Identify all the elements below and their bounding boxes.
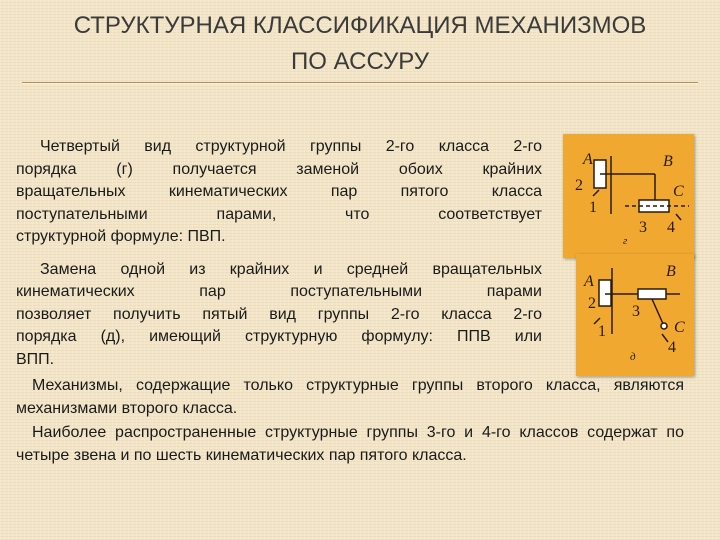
figure-g-label-c: C <box>673 183 684 200</box>
figure-g-label-a: A <box>583 151 593 168</box>
figure-d-joint-c <box>661 323 667 329</box>
paragraph-3: Механизмы, содержащие только структурные группы второго класса, являются механизмами второго класса. <box>16 377 684 417</box>
figure-g-label-3: 3 <box>639 219 647 236</box>
paragraph-2-line-4: порядка (д), имеющий структурную формулу: ППВ или <box>16 328 542 345</box>
figure-d-link-3 <box>652 299 664 326</box>
figure-d-label-c: C <box>674 319 685 336</box>
figure-d-slider-a <box>599 280 611 306</box>
figure-g <box>563 134 694 258</box>
paragraph-2-line-3: позволяет получить пятый вид группы 2-го класса 2-го <box>16 305 542 323</box>
paragraph-1-line-3: вращательных кинематических пар пятого класса <box>16 183 542 200</box>
paragraph-2-line-5: ВПП. <box>16 350 55 368</box>
paragraph-4: Наиболее распространенные структурные группы 3-го и 4-го классов содержат по четыре звена и по шесть кинематических пар пятого класса. <box>16 424 684 464</box>
figure-g-label-b: B <box>663 153 673 170</box>
figure-g-caption: г <box>623 235 628 247</box>
figure-d-label-1: 1 <box>598 323 606 340</box>
figure-g-diagram <box>563 134 694 258</box>
figure-d-label-2: 2 <box>588 295 596 312</box>
slide-title-line-2: ПО АССУРУ <box>291 48 429 75</box>
figure-d <box>576 254 694 376</box>
figure-g-tick-1 <box>593 190 599 196</box>
figure-d-diagram <box>576 254 694 376</box>
paragraph-1-line-1: Четвертый вид структурной группы 2-го класса 2-го <box>40 138 542 155</box>
figure-g-label-2: 2 <box>575 177 583 194</box>
figure-d-label-b: B <box>666 263 676 280</box>
figure-g-label-1: 1 <box>589 199 597 216</box>
figure-d-label-3: 3 <box>632 303 640 320</box>
paragraph-1-line-5: структурной формуле: ПВП. <box>16 228 226 245</box>
paragraph-2-line-1: Замена одной из крайних и средней вращательных <box>40 260 542 278</box>
figure-d-label-a: A <box>584 273 594 290</box>
figure-d-slider-b <box>638 289 666 299</box>
paragraph-1-line-4: поступательными парами, что соответствует <box>16 205 542 223</box>
figure-d-label-4: 4 <box>668 339 676 356</box>
figure-g-tick-4 <box>676 214 681 220</box>
figure-g-label-4: 4 <box>667 219 675 236</box>
title-divider <box>22 82 698 83</box>
paragraph-2-line-2: кинематических пар поступательными парами <box>16 283 542 300</box>
paragraph-1-line-2: порядка (г) получается заменой обоих крайних <box>16 160 542 178</box>
slide-title <box>0 8 720 80</box>
slide-title-line-1: СТРУКТУРНАЯ КЛАССИФИКАЦИЯ МЕХАНИЗМОВ <box>73 12 647 39</box>
figure-d-caption: д <box>630 351 636 363</box>
